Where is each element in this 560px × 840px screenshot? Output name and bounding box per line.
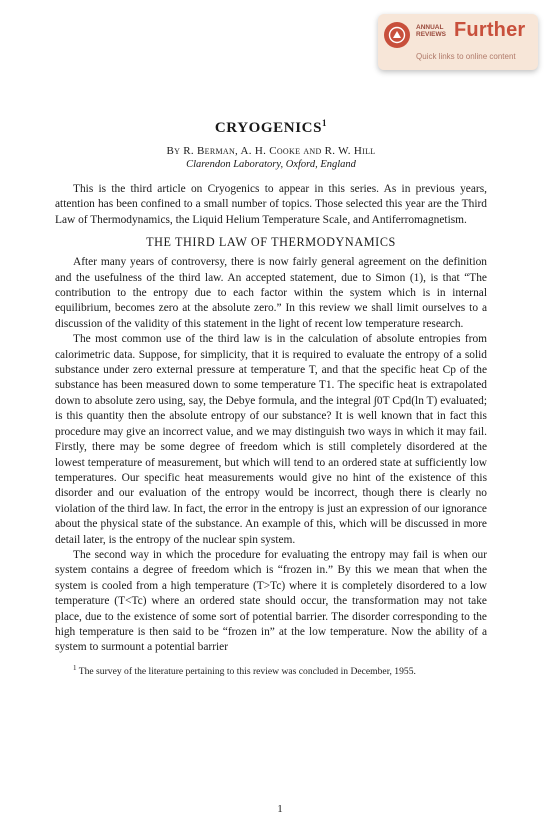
article-title: CRYOGENICS$^1$: [214, 118, 328, 136]
intro-paragraph: This is the third article on Cryogenics to appear in this series. As in previous years, attention has been confined to a small number of topics. Those selected this year are the Third Law of Thermodynamics, the Liquid Helium Temperature Scale, and Antiferromagnetism.: [55, 183, 487, 226]
author-line: By R. Berman, A. H. Cooke and R. W. Hill: [166, 145, 376, 157]
further-brand: ANNUAL REVIEWS: [416, 24, 446, 38]
affiliation: Clarendon Laboratory, Oxford, England: [186, 159, 356, 170]
paragraph-3: The second way in which the procedure for evaluating the entropy may fail is when our system contains a degree of freedom which is “frozen in.” By this we mean that when the system is cooled from a high temperature (T>Tc) where it is completely disordered to a low temperature (T<Tc) where an ordered state should occur, the transformation may not take place, due to the existence of some sort of potential barrier. The disorder corresponding to the high temperature is then said to be “frozen in” at the low temperature. Now the ability of a system to surmount a potential barrier: [55, 548, 487, 654]
footnote-marker: 1: [73, 663, 77, 672]
page-number: 1: [277, 803, 283, 815]
further-word: Further: [454, 19, 526, 41]
further-tagline: Quick links to online content: [416, 52, 516, 61]
footnote: $^1$ The survey of the literature pertaining to this review was concluded in December, 1955.: [73, 663, 416, 677]
further-banner[interactable]: [378, 14, 538, 70]
annual-reviews-logo-icon: [384, 22, 410, 48]
section-heading: THE THIRD LAW OF THERMODYNAMICS: [146, 235, 396, 250]
article-body: [55, 118, 487, 678]
paragraph-2: The most common use of the third law is in the calculation of absolute entropies from calorimetric data. Suppose, for simplicity, that it is required to evaluate the entropy of a solid substance under zero external pressure at temperature T, and that the specific heat Cp of the substance has been measured down to some temperature T1. The specific heat is extrapolated down to absolute zero using, say, the Debye formula, and the integral ∫0T Cpd(ln T) evaluated; is this quantity then the absolute entropy of our substance? It is well known that in fact this procedure may give an incorrect value, and we may distinguish two ways in which it may fail. Firstly, there may be some degree of freedom which is still completely disordered at the lowest temperature of measurement, but which will tend to an ordered state at sufficiently low temperatures. Our specific heat measurements would give no hint of the existence of this disorder and our evaluation of the entropy would be incorrect, though there is clearly no violation of the third law. In fact, the error in the entropy is just an expression of our ignorance about the physical state of the substance. An example of this, which will be discussed in more detail later, is the entropy of the nuclear spin system.: [55, 333, 487, 546]
title-footnote-marker: 1: [322, 118, 328, 128]
paragraph-1: After many years of controversy, there is now fairly general agreement on the definition and the usefulness of the third law. An accepted statement, due to Simon (1), is that “The contribution to the entropy due to each factor within the system which is in internal equilibrium, becomes zero at the absolute zero.” In this review we shall limit ourselves to a discussion of the validity of this statement in the light of recent low temperature research.: [55, 256, 487, 330]
